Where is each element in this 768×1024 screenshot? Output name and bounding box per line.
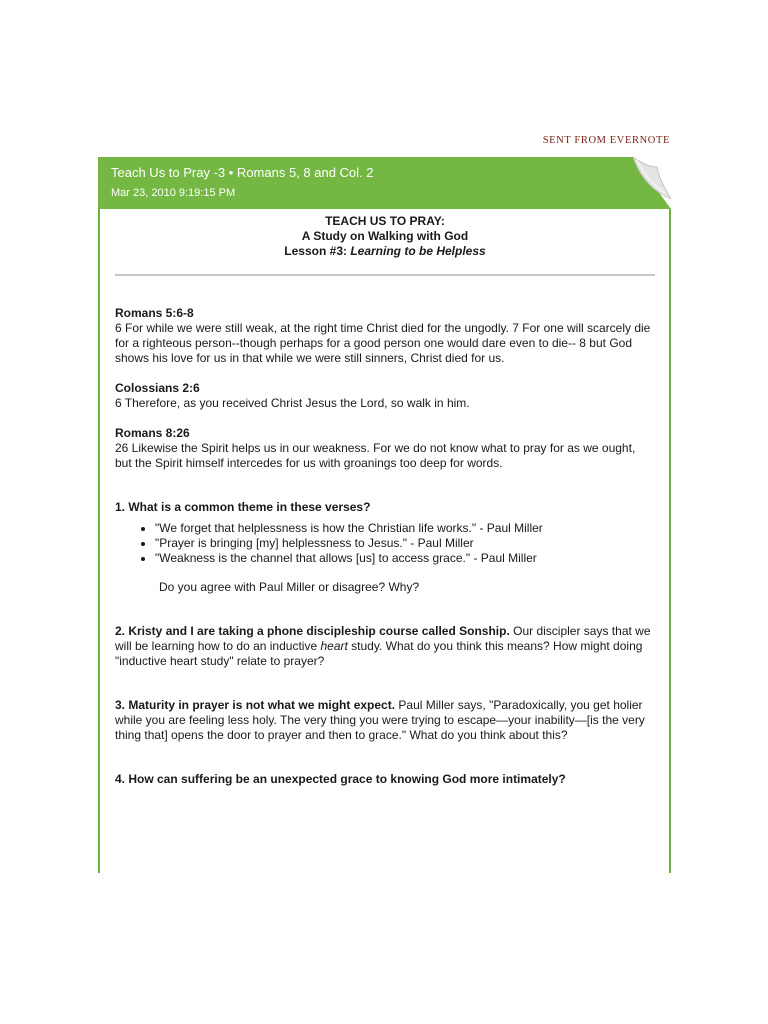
passage-text: 26 Likewise the Spirit helps us in our weakness. For we do not know what to pray for as we ought, but the Spirit himself intercedes for us with groanings too deep for words. [115,441,636,470]
question-3-lead: 3. Maturity in prayer is not what we might expect. [115,698,396,712]
note-date: Mar 23, 2010 9:19:15 PM [111,187,236,199]
note-content [115,209,655,787]
sent-from-evernote: SENT FROM EVERNOTE [542,135,670,146]
question-2 [115,624,655,669]
quote-item: • "We forget that helplessness is how the Christian life works." - Paul Miller [155,521,655,536]
question-1-followup: Do you agree with Paul Miller or disagree? Why? [159,580,420,594]
page-curl-icon [633,157,671,209]
question-2-italic: heart [320,639,348,653]
question-2-lead: 2. Kristy and I are taking a phone discipleship course called Sonship. [115,624,510,638]
heading-line-1: TEACH US TO PRAY: [325,214,445,228]
note-title: Teach Us to Pray -3 • Romans 5, 8 and Col. 2 [111,165,374,180]
passage-ref: Colossians 2:6 [115,381,200,395]
passage-romans-5 [115,306,655,366]
passage-ref: Romans 5:6-8 [115,306,194,320]
passage-text: 6 For while we were still weak, at the right time Christ died for the ungodly. 7 For one will scarcely die for a righteous person--though perhaps for a good person one would dare even to die-- 8 but God shows his love for us in that while we were still sinners, Christ died for us. [115,321,651,365]
study-heading [115,214,655,259]
divider [115,274,655,276]
heading-lesson-title: Learning to be Helpless [350,244,486,258]
note-card [98,157,671,873]
heading-line-2: A Study on Walking with God [301,229,469,243]
passage-colossians-2 [115,381,655,411]
question-1-text: 1. What is a common theme in these verses? [115,500,371,514]
question-3-text: Paul Miller says, "Paradoxically, you get holier while you are feeling less holy. The very thing you were trying to escape—your inability—[is the very thing that] opens the door to prayer and then to grace." What do you think about this? [115,698,645,742]
passage-romans-8 [115,426,655,471]
quote-item: • "Prayer is bringing [my] helplessness to Jesus." - Paul Miller [155,536,655,551]
question-2-text-b: study. What do you think this means? How might doing "inductive heart study" relate to prayer? [115,639,643,668]
question-2-text-a: Our discipler says that we will be learning how to do an inductive [115,624,651,653]
note-header [98,157,671,209]
quote-item: • "Weakness is the channel that allows [us] to access grace." - Paul Miller [155,551,655,566]
passage-ref: Romans 8:26 [115,426,190,440]
heading-lesson-label: Lesson #3: [284,244,351,258]
question-4 [115,772,655,787]
question-4-text: 4. How can suffering be an unexpected grace to knowing God more intimately? [115,772,566,786]
passage-text: 6 Therefore, as you received Christ Jesus the Lord, so walk in him. [115,396,470,410]
quote-list [115,521,655,566]
question-1 [115,500,655,595]
question-3 [115,698,655,743]
